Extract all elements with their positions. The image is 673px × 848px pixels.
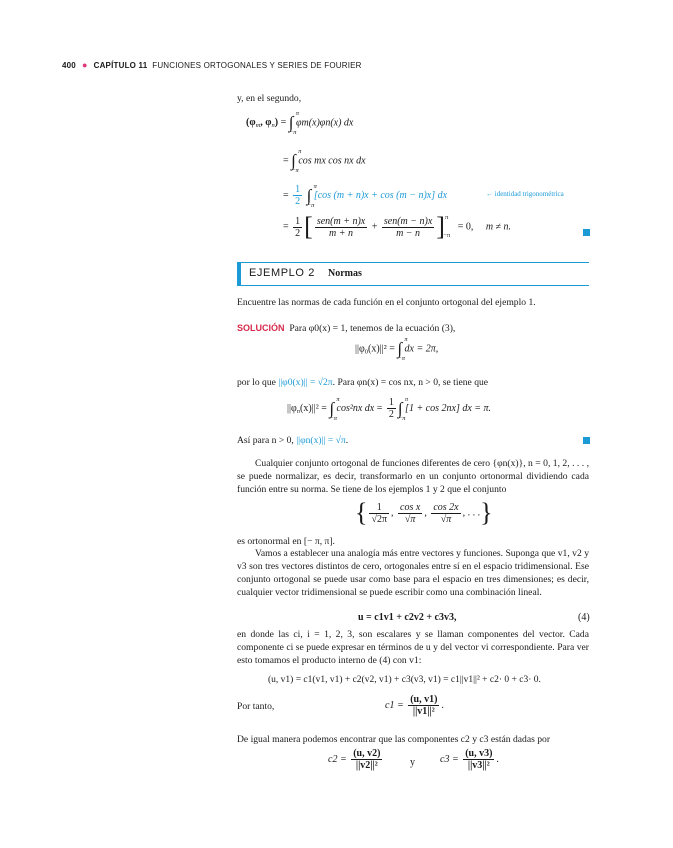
components-paragraph: en donde las ci, i = 1, 2, 3, son escalares y se llaman componentes del vector. Cada componente ci se puede expresar en términos de u y del vector vi correspondiente. Para ver esto tomamos el producto interno de (4) con v1: (237, 629, 589, 666)
c1-equation: c1 = $\frac{(u, v1)}{\text{||v1||²}}$ . (385, 694, 444, 717)
eq1-lhs: ($\varphi_m$, $\varphi_n$) = (246, 117, 287, 130)
identity-note: ← identidad trigonométrica (486, 190, 564, 198)
eq-inner-product: (u, v1) = c1(v1, v1) + c2(v2, v1) + c3(v3, v1) = c1||v1||² + c2· 0 + c3· 0. (268, 675, 541, 685)
and-word: y (410, 757, 415, 768)
half-fraction: $\frac{1}{2}$ (295, 184, 301, 207)
norm0-line: por lo que ||φ0(x)|| = √2π. Para φn(x) = cos nx, n > 0, se tiene que (237, 377, 489, 388)
orthonormal-set: { $\frac{1}{√2\pi}$ , $\frac{\text{cos x}}{√\pi}$ , $\frac{\cos 2x}{√\pi}$ , . . .} (355, 498, 493, 527)
eq1-integrand3: [cos (m + n)x + cos (m − n)x] dx (313, 189, 448, 201)
eq1-condition: m ≠ n. (485, 221, 512, 233)
eq1-integrand2: cos mx cos nx dx (298, 155, 366, 167)
normn-value: ||φn(x)|| = √π (296, 435, 346, 446)
c3-equation: c3 = $\frac{(u, v3)}{\text{||v3||²}}$ . (440, 748, 499, 771)
eq1-line1 (246, 110, 354, 136)
solution-text: Para φ0(x) = 1, tenemos de la ecuación (3), (289, 323, 456, 334)
integral-sign: ∫ π −π (306, 182, 317, 209)
eq4-formula: u = c1v1 + c2v2 + c3v3, (358, 612, 457, 623)
analogy-paragraph: Vamos a establecer una analogía más entre vectores y funciones. Suponga que v1, v2 y v3 son tres vectores distintos de cero, ortogonales entre sí en el espacio tridimensional. Ese conjunto ortogonal se puede usar como base para el espacio en tres dimensiones; es decir, cualquier vector tridimensional se puede escribir como una combinación lineal. (237, 548, 589, 598)
integral-sign: ∫ π −π (288, 110, 300, 136)
eq-norm0: $||\varphi_0(x)||^2$ = ∫ π −π dx = 2π, (355, 336, 439, 362)
eq1-integrand1: φm(x)φn(x) dx (295, 117, 354, 129)
eq4-number: (4) (578, 612, 590, 623)
solution-line (237, 322, 455, 335)
intro-text: y, en el segundo, (237, 93, 302, 104)
chapter-label: CAPÍTULO 11 (93, 61, 148, 70)
normn-line: Así para n > 0, ||φn(x)|| = √π. (237, 435, 349, 446)
similarly-text: De igual manera podemos encontrar que las componentes c2 y c3 están dadas por (237, 734, 551, 745)
c2-equation: c2 = $\frac{(u, v2)}{\text{||v2||²}}$ (328, 748, 381, 771)
task-text: Encuentre las normas de cada función en el conjunto ortogonal del ejemplo 1. (237, 297, 536, 308)
eq1-line3: = $\frac{1}{2}$ ∫ π −π [cos (m + n)x + cos (m − n)x] dx (283, 182, 448, 209)
solution-label: SOLUCIÓN (237, 323, 285, 333)
bullet-icon: ● (81, 60, 88, 70)
chapter-title: FUNCIONES ORTOGONALES Y SERIES DE FOURIER (152, 61, 362, 70)
eq1-line4: = $\frac{1}{2}$ [ $\frac{\text{sen(m + n)x}}{m + n}$ + $\frac{\text{sen(m − n)x}}{m - n}$ ]$^\pi_{-\pi}$ = 0, m ≠ n. (283, 212, 512, 241)
end-square-icon (583, 229, 590, 236)
page-number: 400 (62, 61, 76, 70)
eq1-result: = 0, (457, 221, 474, 233)
integral-sign: ∫ π −π (291, 148, 302, 174)
norm0-value: ||φ0(x)|| = √2π (278, 377, 333, 388)
example-title: Normas (328, 268, 362, 279)
example-label: EJEMPLO 2 (249, 267, 315, 279)
example-banner (237, 262, 589, 286)
orthonormal-text: es ortonormal en [− π, π]. (237, 536, 335, 547)
normalize-paragraph: Cualquier conjunto ortogonal de funciones diferentes de cero {φn(x)}, n = 0, 1, 2, . . . , se puede normalizar, es decir, transformarlo en un conjunto ortonormal dividiendo cada función entre su norma. Se tiene de los ejemplos 1 y 2 que el conjunto (237, 458, 589, 495)
eq1-line2: = ∫ π −π cos mx cos nx dx (283, 148, 366, 174)
eq-normn: $||\varphi_n(x)||^2$ = ∫ π −π cos²nx dx = $\frac{1}{2}$ ∫ π −π [1 + cos 2nx] dx = π. (287, 395, 492, 422)
running-header (62, 60, 362, 70)
end-square-icon (583, 437, 590, 444)
therefore-text: Por tanto, (237, 701, 275, 712)
